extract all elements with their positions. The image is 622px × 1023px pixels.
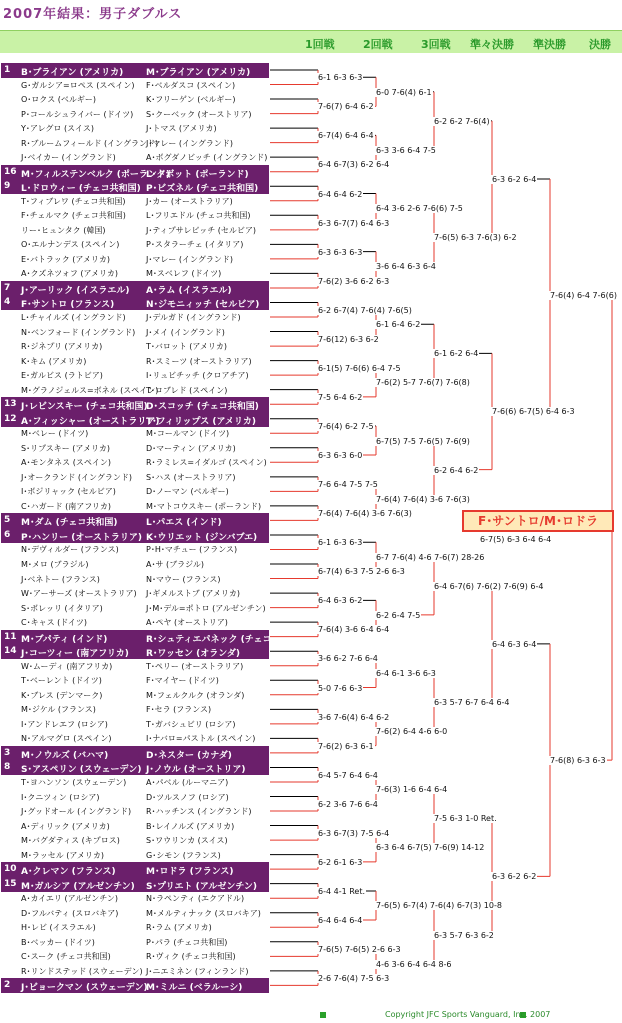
footer-square-icon — [320, 1012, 326, 1018]
player-b: T･フィリップス (アメリカ) — [146, 416, 256, 427]
match-score: 7-6(6) 6-7(5) 6-4 6-3 — [492, 407, 575, 417]
player-a: T･フィブレワ (チェコ共和国) — [21, 196, 126, 206]
player-b: L･パエス (インド) — [146, 518, 222, 529]
player-b: A･ラム (イスラエル) — [146, 285, 232, 296]
player-b: S･ワウリンカ (スイス) — [146, 836, 228, 846]
player-b: D･マーティン (アメリカ) — [146, 443, 236, 453]
match-score: 6-2 6-1 6-3 — [318, 857, 363, 867]
player-a: S･アスペリン (スウェーデン) — [21, 765, 142, 776]
player-a: P･コールシュライバー (ドイツ) — [21, 109, 134, 119]
player-a: N･アルマグロ (スペイン) — [21, 734, 112, 744]
match-score: 5-0 7-6 6-3 — [318, 683, 363, 693]
match-score: 2-6 7-6(4) 7-5 6-3 — [318, 974, 390, 984]
player-a: M･グラノジェルス=ボネル (スペイン) — [21, 385, 159, 395]
copyright: Copyright JFC Sports Vanguard, Inc. 2007 — [385, 1010, 551, 1019]
player-a: W･アーサーズ (オーストラリア) — [21, 589, 137, 599]
player-b: M･スベレフ (ドイツ) — [146, 269, 222, 279]
player-a: Y･アレグロ (スイス) — [21, 124, 94, 134]
player-a: J･ビョークマン (スウェーデン) — [21, 983, 148, 994]
player-b: J･ノウル (オーストリア) — [146, 765, 246, 776]
player-b: P･パラ (チェコ共和国) — [146, 937, 228, 947]
player-a: M･バグダティス (キプロス) — [21, 836, 120, 846]
page-title: 2007年結果：男子ダブルス — [3, 7, 183, 22]
player-a: A･クレマン (フランス) — [21, 867, 116, 878]
match-score: 7-5 6-3 1-0 Ret. — [434, 814, 497, 824]
player-b: R･シュティエパネック (チェコ共和国) — [146, 634, 303, 645]
player-b: M･メルティナック (スロバキア) — [146, 908, 261, 918]
match-score: 6-4 6-7(6) 7-6(2) 7-6(9) 6-4 — [434, 581, 544, 591]
seed-number: 3 — [4, 747, 11, 758]
match-score: 6-1(5) 7-6(6) 6-4 7-5 — [318, 363, 401, 373]
player-a: T･ベーレント (ドイツ) — [21, 676, 102, 686]
player-a: B･ベッカー (ドイツ) — [21, 937, 95, 947]
match-score: 6-7(4) 6-3 7-5 2-6 6-3 — [318, 567, 405, 577]
seed-number: 2 — [4, 980, 11, 991]
player-b: J･ニエミネン (フィンランド) — [146, 966, 249, 976]
player-b: J･ギメルストブ (アメリカ) — [146, 589, 240, 599]
match-score: 6-4 6-7(3) 6-2 6-4 — [318, 160, 390, 170]
player-a: S･ボレッリ (イタリア) — [21, 603, 103, 613]
player-b: M･ブライアン (アメリカ) — [146, 68, 251, 78]
match-score: 6-3 6-4 6-7(5) 7-6(9) 14-12 — [376, 843, 485, 853]
seed-number: 14 — [4, 646, 17, 657]
player-b: P･ビズネル (チェコ共和国) — [146, 184, 259, 195]
player-b: D･スコッチ (チェコ共和国) — [146, 402, 259, 413]
player-a: J･オークランド (イングランド) — [21, 472, 132, 482]
seed-number: 16 — [4, 166, 17, 177]
seed-number: 5 — [4, 515, 11, 526]
seed-number: 8 — [4, 762, 11, 773]
player-a: G･ガルシア=ロペス (スペイン) — [21, 80, 135, 90]
player-a: K･キム (アメリカ) — [21, 356, 87, 366]
player-a: D･フルバティ (スロバキア) — [21, 908, 119, 918]
player-b: T･ガバシュビリ (ロシア) — [146, 719, 236, 729]
match-score: 7-6(12) 6-3 6-2 — [318, 334, 379, 344]
semifinal-label: 準決勝 — [533, 38, 566, 51]
player-b: G･シモン (フランス) — [146, 850, 221, 860]
match-score: 6-4 6-1 3-6 6-3 — [376, 668, 436, 678]
match-score: 6-4 5-7 6-4 6-4 — [318, 770, 378, 780]
player-a: A･モンタネス (スペイン) — [21, 458, 111, 468]
match-score: 7-6(5) 6-7(4) 7-6(4) 6-7(3) 10-8 — [376, 901, 502, 911]
match-score: 7-6(2) 6-4 4-6 6-0 — [376, 727, 448, 737]
player-b: F･セラ (フランス) — [146, 705, 212, 715]
player-a: M･メロ (ブラジル) — [21, 560, 89, 570]
player-a: H･レビ (イスラエル) — [21, 923, 96, 933]
player-a: A･カイエリ (アルゼンチン) — [21, 894, 118, 904]
player-a: A･クズネツォフ (アメリカ) — [21, 269, 119, 279]
player-a: M･フィルステンベルク (ポーランド) — [21, 169, 171, 180]
round-2-label: 2回戦 — [363, 38, 393, 51]
match-score: 3-6 7-6(4) 6-4 6-2 — [318, 712, 390, 722]
match-score: 6-0 7-6(4) 6-1 — [376, 87, 432, 97]
player-b: D･ノーマン (ベルギー) — [146, 487, 229, 497]
player-b: N･ジモニィッチ (セルビア) — [146, 300, 260, 311]
player-a: M･ノウルズ (バハマ) — [21, 750, 109, 761]
seed-number: 4 — [4, 297, 11, 308]
match-score: 6-3 6-3 6-0 — [318, 451, 363, 461]
match-score: 6-3 6-2 6-2 — [492, 872, 537, 882]
player-a: O･ロクス (ベルギー) — [21, 95, 97, 105]
quarterfinal-label: 準々決勝 — [470, 38, 514, 51]
player-b: N･ラペンティ (エクアドル) — [146, 894, 245, 904]
match-score: 6-2 6-7(4) 7-6(4) 7-6(5) — [318, 305, 412, 315]
player-a: C･キャス (ドイツ) — [21, 618, 87, 628]
player-b: A･ペヤ (オーストリア) — [146, 618, 228, 628]
match-score: 6-3 6-7(3) 7-5 6-4 — [318, 828, 390, 838]
player-a: M･ベレー (ドイツ) — [21, 429, 89, 439]
match-score: 6-4 6-4 6-4 — [318, 916, 363, 925]
player-a: N･デヴィルダー (フランス) — [21, 545, 119, 555]
seed-number: 1 — [4, 65, 11, 75]
match-score: 6-3 6-7(7) 6-4 6-3 — [318, 218, 390, 228]
player-a: J･グッドオール (イングランド) — [21, 807, 132, 817]
seed-number: 11 — [4, 631, 17, 642]
match-score: 3-6 6-2 7-6 6-4 — [318, 654, 378, 664]
player-b: M･ミルニ (ベラルーシ) — [146, 983, 243, 994]
seed-number: 7 — [4, 282, 11, 293]
champion-box: F･サントロ/M･ロドラ — [462, 510, 614, 532]
player-b: M･フェルクルク (オランダ) — [146, 690, 245, 700]
match-score: 7-6(4) 7-6(4) 3-6 7-6(3) — [376, 494, 470, 504]
player-b: J･カー (オーストラリア) — [146, 196, 233, 206]
player-a: R･リンドステッド (スウェーデン) — [21, 966, 143, 976]
player-a: M･ダム (チェコ共和国) — [21, 518, 118, 529]
seed-number: 10 — [4, 864, 17, 875]
player-b: S･ハス (オーストラリア) — [146, 472, 236, 482]
player-a: N･ベンフォード (イングランド) — [21, 327, 136, 337]
match-score: 6-4 6-3 6-2 — [318, 596, 363, 606]
player-a: A･ディリック (アメリカ) — [21, 821, 110, 831]
match-score: 6-7 7-6(4) 4-6 7-6(7) 28-26 — [376, 552, 485, 562]
match-score: 7-6(5) 7-6(5) 2-6 6-3 — [318, 945, 401, 955]
player-b: P･スタラーチェ (イタリア) — [146, 240, 244, 250]
player-a: R･ジネプリ (アメリカ) — [21, 342, 103, 352]
match-score: 7-6(3) 1-6 6-4 6-4 — [376, 785, 448, 795]
player-a: L･ドロウィー (チェコ共和国) — [21, 184, 141, 195]
player-b: I･リュビチッチ (クロアチア) — [146, 371, 249, 381]
match-score: 6-2 6-4 7-5 — [376, 610, 421, 620]
match-score: 6-4 4-1 Ret. — [318, 886, 366, 896]
match-score: 6-4 3-6 2-6 7-6(6) 7-5 — [376, 204, 463, 214]
player-b: N･マウー (フランス) — [146, 574, 221, 584]
player-b: J･マレー (イングランド) — [146, 254, 233, 264]
final-label: 決勝 — [589, 38, 611, 51]
player-b: R･ヴィク (チェコ共和国) — [146, 952, 236, 962]
player-a: E･バトラック (アメリカ) — [21, 254, 110, 264]
player-a: J･コーツィー (南アフリカ) — [21, 649, 129, 660]
player-a: W･ムーディ (南アフリカ) — [21, 661, 113, 671]
match-score: 6-1 6-3 6-3 — [318, 538, 363, 548]
seed-number: 12 — [4, 413, 17, 424]
player-a: M･ジケル (フランス) — [21, 705, 96, 715]
player-b: R･ラミレス=イダルゴ (スペイン) — [146, 458, 267, 468]
match-score: 6-3 5-7 6-7 6-4 6-4 — [434, 698, 510, 708]
player-b: A･ボグダノビッチ (イングランド) — [146, 153, 268, 163]
seed-number: 9 — [4, 181, 11, 192]
match-score: 6-2 3-6 7-6 6-4 — [318, 799, 378, 809]
match-score: 6-4 6-4 6-2 — [318, 189, 363, 199]
match-score: 7-6(2) 3-6 6-2 6-3 — [318, 276, 390, 286]
player-b: K･フリーゲン (ベルギー) — [146, 95, 236, 105]
player-b: D･ツルスノフ (ロシア) — [146, 792, 229, 802]
player-b: L･フリエドル (チェコ共和国) — [146, 211, 251, 221]
match-score: 6-7(4) 6-4 6-4 — [318, 131, 374, 141]
match-score: 7-6(2) 6-3 6-1 — [318, 741, 374, 751]
player-b: A･パベル (ルーマニア) — [146, 777, 229, 787]
player-a: S･リプスキー (アメリカ) — [21, 443, 110, 453]
player-a: I･アンドレエフ (ロシア) — [21, 719, 108, 729]
player-a: C･ハガード (南アフリカ) — [21, 501, 111, 511]
player-a: C･スーク (チェコ共和国) — [21, 952, 111, 962]
seed-number: 6 — [4, 529, 11, 540]
match-score: 4-6 3-6 6-4 6-4 8-6 — [376, 959, 452, 969]
player-b: M･コールマン (ドイツ) — [146, 429, 230, 439]
player-b: F･マイヤー (ドイツ) — [146, 676, 219, 686]
player-a: R･ブルームフィールド (イングランド) — [21, 138, 159, 148]
match-score: 6-1 6-3 6-3 — [318, 73, 363, 83]
round-3-label: 3回戦 — [421, 38, 451, 51]
seed-number: 13 — [4, 399, 17, 410]
player-a: J･ベネトー (フランス) — [21, 574, 100, 584]
player-b: B･レイノルズ (アメリカ) — [146, 821, 235, 831]
player-a: O･エルナンデス (スペイン) — [21, 240, 120, 250]
player-b: J･ティプサレビッチ (セルビア) — [146, 225, 257, 235]
player-b: S･クーベック (オーストリア) — [146, 109, 252, 119]
player-b: S･プリエト (アルゼンチン) — [146, 881, 257, 892]
player-a: J･アーリック (イスラエル) — [21, 285, 130, 296]
player-a: M･ガルシア (アルゼンチン) — [21, 881, 135, 892]
player-b: T･バロット (アメリカ) — [146, 342, 227, 352]
player-b: A･サ (ブラジル) — [146, 560, 205, 570]
match-score: 7-6(4) 7-6(4) 3-6 7-6(3) — [318, 509, 412, 519]
match-score: 7-6(4) 6-4 7-6(6) — [550, 291, 617, 301]
player-b: T･ペリー (オーストラリア) — [146, 661, 244, 671]
player-a: J･レビンスキー (チェコ共和国) — [21, 402, 148, 413]
player-b: T･ロブレド (スペイン) — [146, 385, 228, 395]
player-a: J･ベイカー (イングランド) — [21, 153, 116, 163]
match-score: 6-1 6-4 6-2 — [376, 320, 421, 330]
match-score: 6-2 6-4 6-2 — [434, 465, 479, 475]
player-a: E･ガルビス (ラトビア) — [21, 371, 103, 381]
player-b: J･トマス (アメリカ) — [146, 124, 217, 134]
player-b: P･H･マチュー (フランス) — [146, 545, 238, 555]
player-b: M･ロドラ (フランス) — [146, 867, 234, 878]
player-a: B･ブライアン (アメリカ) — [21, 68, 124, 78]
champion-score: 6-7(5) 6-3 6-4 6-4 — [480, 535, 552, 544]
player-a: K･ブレス (デンマーク) — [21, 690, 103, 700]
player-a: P･ハンリー (オーストラリア) — [21, 532, 143, 543]
match-score: 6-7(5) 7-5 7-6(5) 7-6(9) — [376, 436, 470, 446]
player-b: I･ナバロ=パストル (スペイン) — [146, 734, 256, 744]
player-a: リー･ヒュンタク (韓国) — [21, 225, 106, 235]
player-a: F･サントロ (フランス) — [21, 300, 115, 311]
player-b: J･メイ (イングランド) — [146, 327, 225, 337]
player-b: F･ベルダスコ (スペイン) — [146, 80, 236, 90]
match-score: 7-6(4) 6-2 7-5 — [318, 421, 374, 431]
player-b: J･デルガド (イングランド) — [146, 313, 241, 322]
player-a: L･チャイルズ (イングランド) — [21, 313, 126, 322]
round-1-label: 1回戦 — [305, 38, 335, 51]
match-score: 6-2 6-2 7-6(4) — [434, 116, 490, 126]
match-score: 7-6(4) 3-6 6-4 6-4 — [318, 625, 390, 635]
match-score: 6-3 5-7 6-3 6-2 — [434, 930, 494, 940]
player-a: F･チェルマク (チェコ共和国) — [21, 211, 126, 221]
player-a: M･ラッセル (アメリカ) — [21, 850, 104, 860]
match-score: 7-6(7) 6-4 6-2 — [318, 102, 374, 112]
player-b: R･ラム (アメリカ) — [146, 923, 212, 933]
match-score: 6-3 6-3 6-3 — [318, 247, 363, 257]
player-a: T･ヨハンソン (スウェーデン) — [21, 777, 127, 787]
player-b: R･ハッチンス (イングランド) — [146, 807, 252, 817]
match-score: 7-6(5) 6-3 7-6(3) 6-2 — [434, 233, 517, 243]
player-a: M･ブパティ (インド) — [21, 634, 108, 645]
match-score: 3-6 6-4 6-3 6-4 — [376, 262, 436, 272]
seed-number: 15 — [4, 878, 17, 889]
player-b: J･M･デル=ポトロ (アルゼンチン) — [146, 603, 266, 613]
match-score: 6-3 3-6 6-4 7-5 — [376, 145, 436, 155]
player-b: K･ウリエット (ジンバブエ) — [146, 532, 258, 543]
match-score: 7-5 6-4 6-2 — [318, 392, 363, 402]
match-score: 7-6 6-4 7-5 7-5 — [318, 480, 378, 490]
player-b: R･スミーツ (オーストラリア) — [146, 356, 252, 366]
player-b: J･マレー (イングランド) — [146, 138, 233, 148]
match-score: 6-3 6-2 6-4 — [492, 174, 537, 184]
match-score: 7-6(8) 6-3 6-3 — [550, 756, 606, 766]
player-a: I･クニツィン (ロシア) — [21, 792, 100, 802]
player-a: A･フィッシャー (オーストラリア) — [21, 416, 160, 427]
player-a: I･ボジリャック (セルビア) — [21, 487, 116, 497]
player-b: L･クボット (ポーランド) — [146, 169, 249, 180]
player-b: D･ネスター (カナダ) — [146, 750, 232, 761]
player-b: M･マトコウスキー (ポーランド) — [146, 501, 262, 511]
match-score: 6-4 6-3 6-4 — [492, 639, 537, 649]
match-score: 6-1 6-2 6-4 — [434, 349, 479, 359]
match-score: 7-6(2) 5-7 7-6(7) 7-6(8) — [376, 378, 470, 388]
player-b: R･ワッセン (オランダ) — [146, 649, 240, 660]
